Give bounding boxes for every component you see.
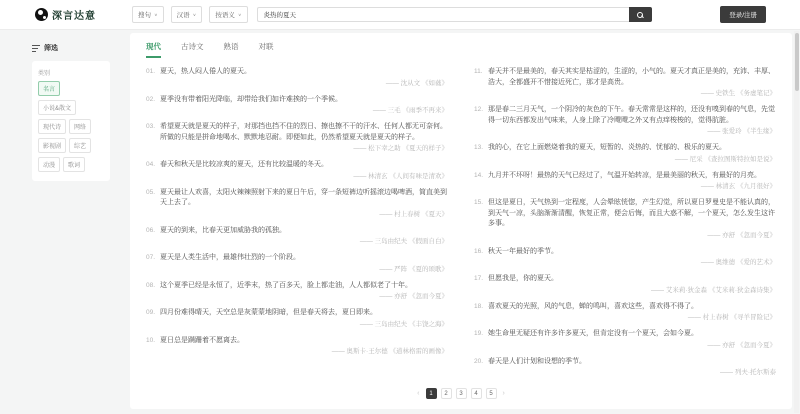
- pagination: [146, 388, 776, 399]
- language-value: 汉语: [176, 12, 190, 19]
- quote-number: 08.: [146, 281, 156, 289]
- tab-对联[interactable]: 对联: [258, 42, 274, 51]
- quote-body: [160, 308, 448, 329]
- pagination-page-5[interactable]: 5: [486, 388, 497, 399]
- quote-number: 03.: [146, 123, 156, 130]
- quote-body: [160, 122, 448, 153]
- quote-body: [488, 302, 776, 323]
- quote-attribution[interactable]: —— 三毛 《雨季不再来》: [372, 107, 448, 114]
- quote-body: [488, 171, 776, 192]
- quote-number: 02.: [146, 95, 156, 103]
- quote-text[interactable]: 她生命里无疑还有许多许多夏天，但肯定没有一个夏天，会如今夏。: [488, 330, 698, 337]
- category-chip[interactable]: 现代诗: [38, 119, 66, 134]
- search-box: [257, 7, 652, 22]
- quote-body: [488, 143, 776, 164]
- quote-number: 14.: [474, 171, 484, 179]
- quote-column-right: [474, 67, 776, 384]
- chevron-down-icon: ∨: [192, 12, 197, 17]
- quote-body: [160, 336, 448, 357]
- category-chip[interactable]: 动漫: [38, 157, 60, 172]
- quote-item: [474, 357, 776, 378]
- quote-text[interactable]: 秋天一年最好的季节。: [488, 247, 558, 255]
- quote-number: 04.: [146, 161, 156, 168]
- search-type-select[interactable]: [132, 6, 164, 23]
- pagination-page-4[interactable]: 4: [471, 388, 482, 399]
- quote-number: 01.: [146, 68, 156, 75]
- quote-number: 12.: [474, 106, 484, 113]
- quote-item: [474, 247, 776, 268]
- quote-attribution[interactable]: —— 松下幸之助 《夏天的样子》: [353, 145, 448, 152]
- pagination-page-3[interactable]: 3: [456, 388, 467, 399]
- quote-body: [160, 281, 448, 302]
- quote-body: [488, 198, 776, 240]
- results-panel: [130, 33, 792, 409]
- quote-attribution[interactable]: —— 三岛由纪夫 《假面自白》: [359, 238, 448, 245]
- quote-text[interactable]: 四月份难得晴天，天空总是灰蒙蒙地阴暗，但是春天将去，夏日即来。: [160, 309, 377, 316]
- scrollbar-track[interactable]: [794, 31, 799, 413]
- quote-item: [146, 122, 448, 153]
- quote-text[interactable]: 夏天，热人闷人倦人的夏天。: [160, 68, 251, 75]
- quote-attribution[interactable]: —— 沈从文 《如蕤》: [385, 79, 448, 87]
- filter-icon: [32, 45, 40, 52]
- quote-item: [146, 308, 448, 329]
- top-bar: [0, 0, 800, 30]
- quote-attribution[interactable]: —— 艾米莉·狄金森 《艾米莉·狄金森诗集》: [651, 286, 776, 294]
- quote-body: [488, 357, 776, 378]
- quote-item: [474, 302, 776, 323]
- search-button[interactable]: [629, 7, 652, 22]
- quote-item: [474, 171, 776, 192]
- quote-number: 15.: [474, 199, 484, 206]
- quote-number: 17.: [474, 275, 484, 282]
- scrollbar-thumb[interactable]: [795, 33, 799, 91]
- quote-attribution[interactable]: —— 史铁生 《务虚笔记》: [700, 90, 776, 97]
- pagination-prev-icon[interactable]: ‹: [417, 390, 420, 397]
- quote-text[interactable]: 春天并不是最美的，春天其实是枯涩的，生涩的，小气的。夏天才真正是美的，充沛、丰厚、浩大，全都盛开不惜接近死亡，那才是高贵。: [488, 68, 775, 86]
- quote-text[interactable]: 这个夏季已经是永恒了，近季末，热了百多天，脸上都走油，人人都似老了十年。: [160, 281, 412, 289]
- chevron-down-icon: ∨: [154, 12, 158, 17]
- filter-sidebar: [32, 33, 110, 181]
- category-group-label: 类别: [38, 71, 51, 77]
- quote-item: [146, 95, 448, 116]
- quote-item: [474, 274, 776, 295]
- quote-text[interactable]: 但这是夏日，天气热到一定程度，人会晕眩恍惚，产生幻觉，所以夏日罗曼史是不能认真的，到天气一凉，头脑渐渐清醒，恢复正常，便会后悔，而且大惑不解，一个夏天，怎么发生这许多事。: [488, 199, 775, 227]
- filter-header[interactable]: [32, 43, 110, 53]
- quote-number: 05.: [146, 188, 156, 196]
- result-tabs: [146, 41, 776, 58]
- quote-text[interactable]: 春天和秋天是比较凉爽的夏天，还有比较温暖的冬天。: [160, 161, 328, 168]
- quote-attribution[interactable]: —— 村上春树 《夏天》: [379, 210, 448, 218]
- quote-attribution[interactable]: —— 林清玄 《人间有味是清欢》: [353, 172, 448, 180]
- quote-body: [488, 67, 776, 98]
- quote-attribution[interactable]: —— 张爱玲 《半生缘》: [707, 128, 776, 135]
- quote-text[interactable]: 那是春二三月天气，一个阴冷的灰色的下午。春天常常是这样的，还没有嗅到春的气息，先觉得一切东西都发出气味来，人身上除了冷飕飕之外又有点痒梭梭的，觉得肮脏。: [488, 106, 775, 124]
- quote-item: [146, 226, 448, 247]
- quote-number: 11.: [474, 68, 483, 75]
- quote-number: 10.: [146, 336, 156, 344]
- login-register-button[interactable]: 登录/注册: [720, 6, 766, 23]
- quote-item: [146, 188, 448, 219]
- quote-number: 07.: [146, 254, 156, 261]
- search-icon: [637, 12, 643, 18]
- quote-attribution[interactable]: —— 亦舒 《忽而今夏》: [707, 341, 776, 349]
- category-chip[interactable]: 影视剧: [38, 138, 66, 153]
- quote-attribution[interactable]: —— 奥斯卡·王尔德 《道林格雷的画像》: [331, 348, 448, 355]
- quote-text[interactable]: 夏日总是蹒跚着不愿离去。: [160, 336, 244, 344]
- category-chip[interactable]: 小说&散文: [38, 100, 76, 115]
- quote-item: [146, 281, 448, 302]
- quote-number: 09.: [146, 309, 156, 316]
- filter-title: 筛选: [44, 45, 58, 52]
- quote-attribution[interactable]: —— 村上春树 《寻羊冒险记》: [687, 314, 776, 321]
- logo[interactable]: [35, 7, 96, 22]
- pagination-next-icon[interactable]: ›: [502, 390, 505, 397]
- quote-attribution[interactable]: —— 林清玄 《九月很好》: [700, 183, 776, 190]
- quote-text[interactable]: 夏天最让人欢喜，太阳火辣辣照射下来的夏日午后，穿一条短裤边听摇滚边喝啤酒，简直美到天上去了。: [160, 188, 447, 206]
- quote-text[interactable]: 夏天是人类生活中，最雄伟壮烈的一个阶段。: [160, 254, 300, 261]
- quote-attribution[interactable]: —— 亦舒 《忽而今夏》: [379, 293, 448, 300]
- quote-item: [146, 336, 448, 357]
- quote-text[interactable]: 但愿我是，你的夏天。: [488, 275, 558, 282]
- quote-text[interactable]: 喜欢夏天的光照，风的气息，蝉的鸣叫，喜欢这些，喜欢得不得了。: [488, 302, 698, 310]
- quote-item: [474, 198, 776, 240]
- search-input[interactable]: [257, 7, 629, 22]
- quote-number: 20.: [474, 357, 484, 365]
- quote-text[interactable]: 夏季没有带着阳光降临，却带给我们如许难挨的一个季候。: [160, 95, 342, 103]
- quote-body: [160, 160, 448, 181]
- quote-number: 06.: [146, 226, 156, 234]
- quote-number: 18.: [474, 302, 484, 310]
- quote-body: [160, 226, 448, 247]
- quote-body: [160, 188, 448, 219]
- chevron-down-icon: ∨: [237, 12, 242, 17]
- quote-item: [146, 67, 448, 88]
- quote-text[interactable]: 春天是人们计划和设想的季节。: [488, 357, 586, 365]
- quote-item: [474, 105, 776, 136]
- quote-columns: [146, 67, 776, 384]
- quote-item: [146, 253, 448, 274]
- category-chip-list: [38, 81, 104, 176]
- page-body: [0, 30, 800, 409]
- quote-body: [160, 253, 448, 274]
- quote-body: [488, 274, 776, 295]
- mode-value: 按语义: [215, 12, 235, 19]
- quote-number: 16.: [474, 247, 484, 255]
- quote-column-left: [146, 67, 448, 384]
- quote-item: [474, 67, 776, 98]
- quote-attribution[interactable]: —— 列夫·托尔斯泰: [720, 369, 776, 376]
- quote-text[interactable]: 希望夏天就是夏天的样子，对那挡也挡不住的烈日、擦也擦不干的汗水、任何人都无可奈何。所做的只能是拼命地喝水、默默地忍耐。即便如此，仍然希望夏天就是夏天的样子。: [160, 123, 447, 141]
- quote-text[interactable]: 我的心，在它上面燃烧着我的夏天，短暂的、炎热的、忧郁的、极乐的夏天。: [488, 144, 726, 151]
- tab-熟语[interactable]: 熟语: [223, 42, 239, 51]
- pagination-page-1[interactable]: 1: [426, 388, 437, 399]
- quote-attribution[interactable]: —— 三岛由纪夫 《丰饶之海》: [359, 320, 448, 328]
- language-select[interactable]: [171, 6, 203, 23]
- quote-body: [488, 105, 776, 136]
- quote-number: 19.: [474, 330, 484, 337]
- quote-item: [474, 143, 776, 164]
- filter-card: [32, 61, 110, 181]
- quote-body: [488, 247, 776, 268]
- quote-body: [160, 95, 448, 116]
- search-zone: [132, 6, 720, 23]
- quote-attribution[interactable]: —— 奥维德 《爱的艺术》: [700, 259, 776, 266]
- quote-number: 13.: [474, 144, 484, 151]
- quote-body: [160, 67, 448, 88]
- quote-attribution[interactable]: —— 严阵 《夏的颂歌》: [379, 265, 448, 273]
- mode-select[interactable]: [209, 6, 247, 23]
- category-chip[interactable]: 网络: [69, 119, 91, 134]
- category-chip[interactable]: 歌词: [63, 157, 85, 172]
- quote-text[interactable]: 九月并不坏呀！最热的天气已经过了，气温开始转凉，是最美丽的秋天，有最好的月亮。: [488, 171, 761, 179]
- quote-item: [474, 329, 776, 350]
- category-chip[interactable]: 综艺: [69, 138, 91, 153]
- quote-body: [488, 329, 776, 350]
- tab-古诗文[interactable]: 古诗文: [181, 42, 204, 51]
- quote-text[interactable]: 夏天的到来，比春天更加威胁我的孤独。: [160, 226, 286, 234]
- pagination-page-2[interactable]: 2: [441, 388, 452, 399]
- category-chip[interactable]: 名言: [38, 81, 60, 96]
- quote-attribution[interactable]: —— 尼采 《查拉图斯特拉如是说》: [674, 155, 776, 163]
- search-type-value: 搜句: [138, 12, 151, 19]
- logo-text: 深言达意: [52, 11, 96, 22]
- quote-attribution[interactable]: —— 亦舒 《忽而今夏》: [707, 231, 776, 239]
- quote-item: [146, 160, 448, 181]
- tab-现代[interactable]: 现代: [146, 41, 161, 58]
- logo-icon: [35, 8, 48, 21]
